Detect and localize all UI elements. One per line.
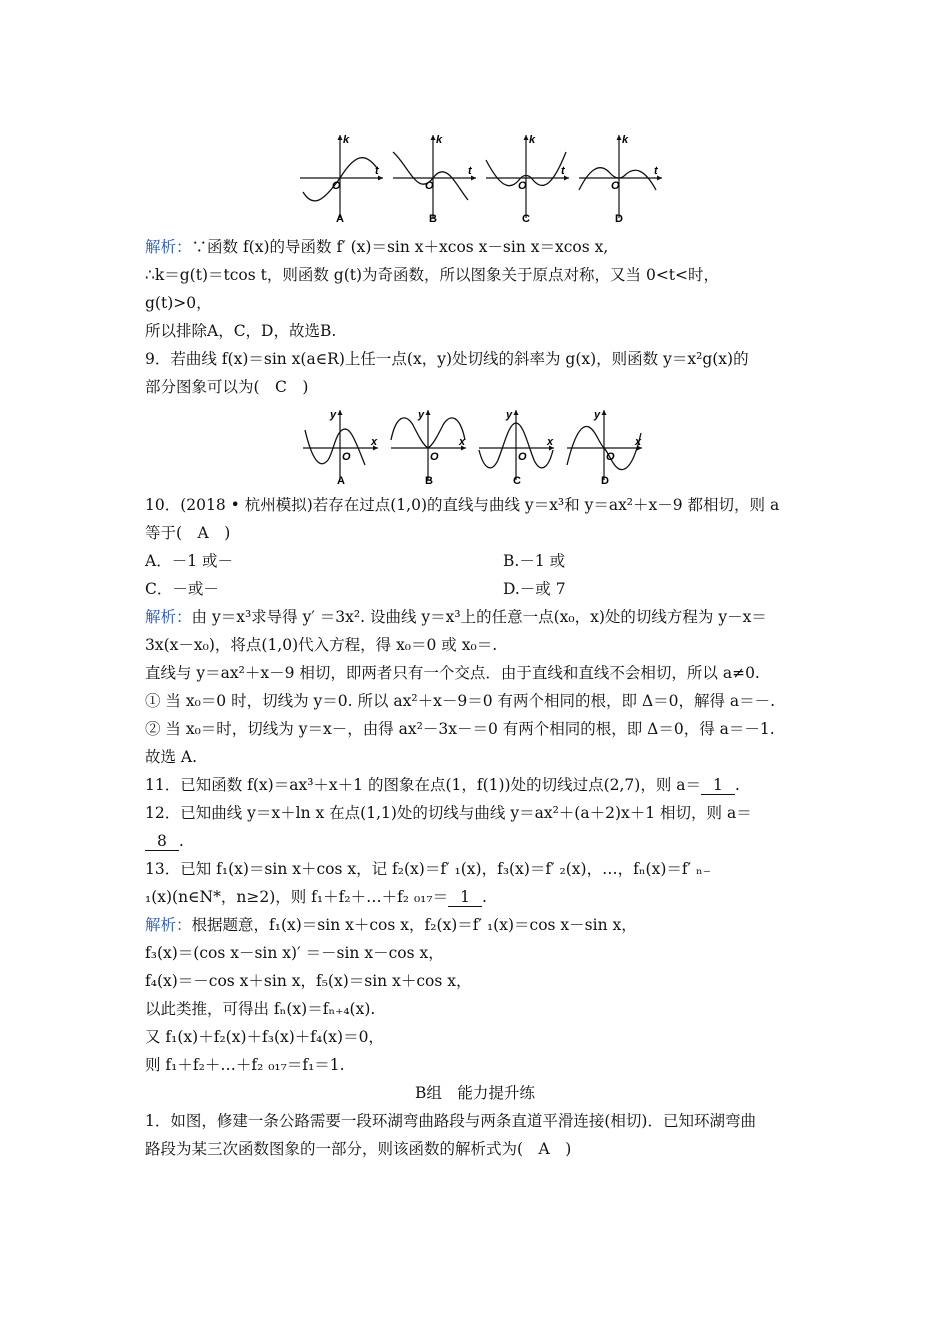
- question-12: 12．已知曲线 y＝x＋ln x 在点(1,1)处的切线与曲线 y＝ax²＋(a＋2)x＋1 相切，则 a＝: [145, 804, 752, 822]
- svg-text:k: k: [436, 134, 443, 146]
- text: ₁(x)(n∈N*，n≥2)，则 f₁＋f₂＋…＋f₂ ₀₁₇＝: [145, 888, 449, 906]
- solution-10-line-6: 故选 A.: [145, 748, 198, 766]
- solution-10-line-5: ② 当 x₀＝时，切线为 y＝x－，由得 ax²－3x－＝0 有两个相同的根，即 Δ＝0，得 a＝－1.: [145, 720, 775, 738]
- question-b1-cont: 路段为某三次函数图象的一部分，则该函数的解析式为( A ): [145, 1140, 572, 1158]
- graph-panel-c: [479, 409, 554, 485]
- solution-10-line-3: 直线与 y＝ax²＋x－9 相切，即两者只有一个交点．由于直线和直线不会相切，所以 a≠0.: [145, 664, 760, 682]
- graph-panel-a: [300, 134, 383, 225]
- svg-text:y: y: [506, 409, 513, 421]
- solution-13-line-1: [145, 914, 637, 936]
- graph-panel-c: [486, 134, 569, 225]
- svg-text:D: D: [601, 475, 609, 485]
- svg-text:x: x: [635, 436, 642, 448]
- svg-text:x: x: [547, 436, 554, 448]
- option-a: A．－1 或－: [145, 552, 233, 570]
- svg-text:x: x: [459, 436, 466, 448]
- svg-text:B: B: [429, 213, 437, 225]
- question-11: [145, 774, 740, 796]
- svg-text:O: O: [518, 180, 527, 192]
- svg-text:A: A: [337, 475, 345, 485]
- svg-text:O: O: [606, 451, 615, 463]
- svg-text:B: B: [425, 475, 433, 485]
- analysis-label: 解析：: [145, 916, 192, 934]
- answer-blank: 1: [448, 888, 482, 907]
- graph-panel-a: [303, 409, 378, 485]
- answer-blank: 1: [701, 776, 735, 795]
- analysis-label: 解析：: [145, 608, 192, 626]
- text: 由 y＝x³求导得 y′ ＝3x². 设曲线 y＝x³上的任意一点(x₀，x)处的切线方程为 y－x＝: [191, 608, 767, 626]
- svg-text:t: t: [375, 165, 379, 177]
- option-d: D.－或 7: [503, 580, 566, 598]
- graph-panel-d: [567, 409, 642, 485]
- svg-text:O: O: [332, 180, 341, 192]
- svg-text:t: t: [654, 165, 658, 177]
- svg-text:D: D: [615, 213, 623, 225]
- option-b: B.－1 或: [503, 552, 566, 570]
- figure-kt-graphs: [295, 130, 665, 225]
- svg-text:x: x: [371, 436, 378, 448]
- svg-text:C: C: [513, 475, 521, 485]
- svg-text:k: k: [622, 134, 629, 146]
- graph-panel-d: [579, 134, 662, 225]
- solution-10-line-4: ① 当 x₀＝0 时，切线为 y＝0. 所以 ax²＋x－9＝0 有两个相同的根，即 Δ＝0，解得 a＝－.: [145, 692, 776, 710]
- question-12-answer: [145, 830, 184, 852]
- question-9-cont: 部分图象可以为( C ): [145, 378, 309, 396]
- text: 根据题意，f₁(x)＝sin x＋cos x，f₂(x)＝f′ ₁(x)＝cos x－sin x，: [191, 916, 637, 934]
- solution-13-line-4: 以此类推，可得出 fₙ(x)＝fₙ₊₄(x).: [145, 1000, 376, 1018]
- svg-text:C: C: [522, 213, 530, 225]
- question-10-cont: 等于( A ): [145, 524, 231, 542]
- text: .: [178, 832, 184, 850]
- analysis-label: 解析：: [145, 238, 192, 256]
- solution-13-line-2: f₃(x)＝(cos x－sin x)′ ＝－sin x－cos x，: [145, 944, 444, 962]
- line-4: 所以排除A，C，D，故选B.: [145, 322, 337, 340]
- solution-10-line-2: 3x(x－x₀)，将点(1,0)代入方程，得 x₀＝0 或 x₀＝.: [145, 636, 498, 654]
- svg-text:k: k: [529, 134, 536, 146]
- question-13: 13．已知 f₁(x)＝sin x＋cos x，记 f₂(x)＝f′ ₁(x)，f₃(x)＝f′ ₂(x)，…，fₙ(x)＝f′ ₙ₋: [145, 860, 711, 878]
- text: .: [734, 776, 740, 794]
- section-heading: B组 能力提升练: [415, 1084, 535, 1102]
- option-c: C．－或－: [145, 580, 219, 598]
- question-9: 9．若曲线 f(x)＝sin x(a∈R)上任一点(x，y)处切线的斜率为 g(x)，则函数 y＝x²g(x)的: [145, 350, 749, 368]
- svg-text:y: y: [418, 409, 425, 421]
- svg-text:O: O: [342, 451, 351, 463]
- figure-yx-graphs: [300, 405, 660, 485]
- question-b1: 1．如图，修建一条公路需要一段环湖弯曲路段与两条直道平滑连接(相切)．已知环湖弯曲: [145, 1112, 756, 1130]
- graph-panel-b: [393, 134, 476, 225]
- svg-text:k: k: [343, 134, 350, 146]
- solution-13-line-5: 又 f₁(x)＋f₂(x)＋f₃(x)＋f₄(x)＝0，: [145, 1028, 384, 1046]
- line-2: ∴k＝g(t)＝tcos t，则函数 g(t)为奇函数，所以图象关于原点对称，又当 0<t<时，: [145, 266, 720, 284]
- svg-text:y: y: [330, 409, 337, 421]
- svg-text:y: y: [594, 409, 601, 421]
- question-13-cont: [145, 886, 487, 908]
- line-1: [145, 236, 608, 258]
- text: 11．已知函数 f(x)＝ax³＋x＋1 的图象在点(1，f(1))处的切线过点(2,7)，则 a＝: [145, 776, 702, 794]
- svg-text:O: O: [425, 180, 434, 192]
- question-10: 10．(2018 • 杭州模拟)若存在过点(1,0)的直线与曲线 y＝x³和 y＝ax²＋x－9 都相切，则 a: [145, 496, 780, 514]
- svg-text:t: t: [561, 165, 565, 177]
- answer-blank: 8: [145, 832, 179, 851]
- solution-13-line-6: 则 f₁＋f₂＋…＋f₂ ₀₁₇＝f₁＝1.: [145, 1056, 345, 1074]
- line-3: g(t)>0，: [145, 294, 212, 312]
- svg-text:O: O: [430, 451, 439, 463]
- svg-text:t: t: [468, 165, 472, 177]
- text: ∵函数 f(x)的导函数 f′ (x)＝sin x＋xcos x－sin x＝xcos x,: [191, 238, 609, 256]
- solution-13-line-3: f₄(x)＝－cos x＋sin x，f₅(x)＝sin x＋cos x，: [145, 972, 472, 990]
- text: .: [481, 888, 487, 906]
- solution-10-line-1: [145, 606, 767, 628]
- graph-panel-b: [391, 409, 466, 485]
- svg-text:A: A: [336, 213, 344, 225]
- svg-text:O: O: [518, 451, 527, 463]
- svg-text:O: O: [611, 180, 620, 192]
